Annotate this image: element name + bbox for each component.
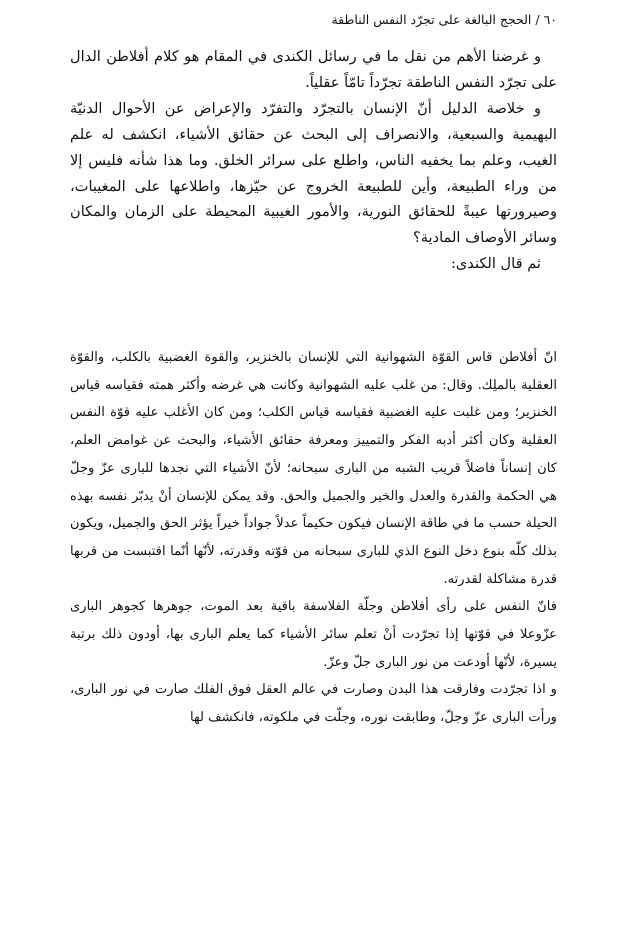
paragraph-intro: و غرضنا الأهم من نقل ما في رسائل الكندى في المقام هو كلام أفلاطن الدال على تجرّد النفس الناطقة تجرّداً تامّاً عقلياً. bbox=[70, 48, 557, 91]
document-page bbox=[70, 0, 557, 942]
book-title: الحجج البالغة على تجرّد النفس الناطقة bbox=[331, 12, 532, 27]
page-number: ٦٠ bbox=[543, 12, 557, 27]
header-separator: / bbox=[535, 12, 540, 27]
running-header bbox=[70, 11, 557, 29]
paragraph-citation-lead: ثم قال الكندى: bbox=[450, 255, 541, 273]
quote-paragraph: فانّ النفس على رأى أفلاطن وجلّة الفلاسفة باقية بعد الموت، جوهرها كجوهر البارى عزّوعلا في قوّتها إذا تجرّدت أنْ تعلم سائر الأشياء كما يعلم البارى بها، أودون ذلك برتبة يسيرة، لأنّها أودعت من نور البارى جلّ وعزّ. bbox=[70, 599, 557, 670]
quoted-passage bbox=[70, 344, 557, 732]
quote-paragraph: و اذا تجرّدت وفارقت هذا البدن وصارت في عالم العقل فوق الفلك صارت في نور البارى، ورأت البارى عزّ وجلّ، وطابقت نوره، وجلّت في ملكوته، فانكشف لها bbox=[70, 682, 557, 726]
main-text bbox=[70, 44, 557, 277]
quote-paragraph: انّ أفلاطن قاس القوّة الشهوانية التي للإنسان بالخنزير، والقوة الغضبية بالكلب، والقوّة العقلية بالملِك. وقال: من غلب عليه الشهوانية وكانت هي غرضه وأكثر همته فقياسه قياس الخنزير؛ ومن غلبت عليه الغضبية فقياسه قياس الكلب؛ ومن كان الأغلب عليه قوّة النفس العقلية وكان أكثر أدبه الفكر والتمييز ومعرفة حقائق الأشياء، والبحث عن غوامض العلم، كان إنساناً فاضلاً قريب الشبه من البارى سبحانه؛ لأنّ الأشياء التي نجدها للبارى عزّ وجلّ هي الحكمة والقدرة والعدل والخير والجميل والحق. وقد يمكن للإنسان أنْ يدبّر نفسه بهذه الحيلة حسب ما في طاقة الإنسان فيكون حكيماً عدلاً جواداً خيراً يؤثر الحق والجميل، ويكون بذلك كلّه بنوع دخل النوع الذي للبارى سبحانه من قوّته وقدرته، لأنّها أنّما اقتبست من قربها قدرة مشاكلة لقدرته. bbox=[70, 350, 557, 587]
paragraph-summary: و خلاصة الدليل أنّ الإنسان بالتجرّد والتفرّد والإعراض عن الأحوال الدنيّة البهيمية والسبعية، والانصراف إلى البحث عن حقائق الأشياء، انكشف له علم الغيب، وعلم بما يخفيه الناس، واطلع على سرائر الخلق. وما هذا شأنه فليس إلا من وراء الطبيعة، وأين للطبيعة الخروج عن حيّزها، واطلاعها على المغيبات، وصيرورتها عيبةً للحقائق النورية، والأمور الغيبية المحيطة على الزمان والمكان وسائر الأوصاف المادية؟ bbox=[70, 99, 557, 247]
